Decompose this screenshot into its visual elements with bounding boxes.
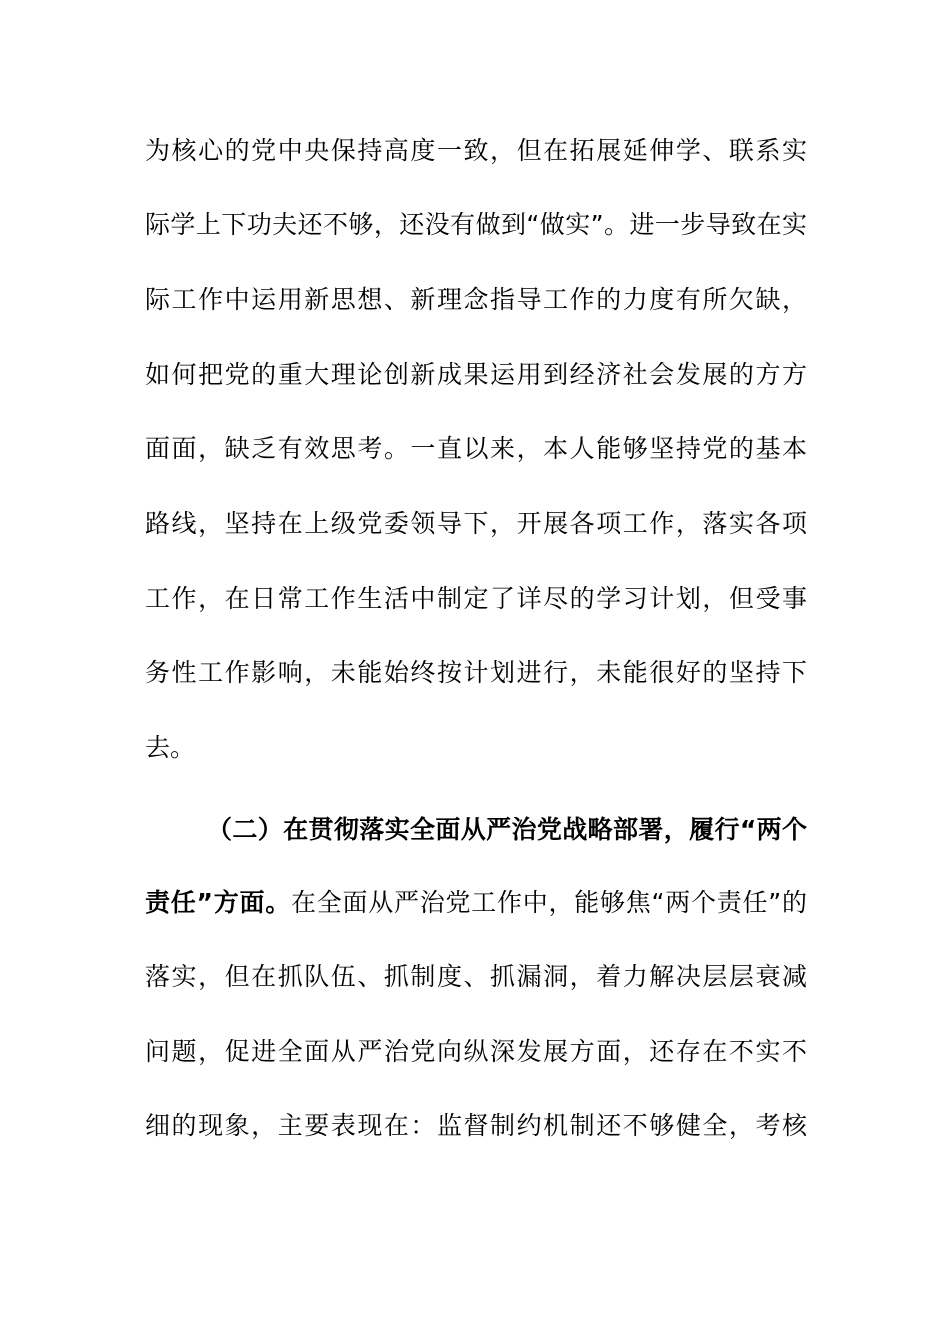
paragraph-1-line-6: 路线，坚持在上级党委领导下，开展各项工作，落实各项 <box>145 509 807 538</box>
paragraph-1-line-3: 际工作中运用新思想、新理念指导工作的力度有所欠缺， <box>145 285 807 314</box>
paragraph-2-line-5: 细的现象，主要表现在：监督制约机制还不够健全，考核 <box>145 1111 807 1140</box>
paragraph-2-line-2 <box>145 883 807 923</box>
paragraph-1-line-7: 工作，在日常工作生活中制定了详尽的学习计划，但受事 <box>145 584 807 613</box>
paragraph-2-line-4: 问题，促进全面从严治党向纵深发展方面，还存在不实不 <box>145 1037 807 1066</box>
paragraph-1-line-1: 为核心的党中央保持高度一致，但在拓展延伸学、联系实 <box>145 136 807 165</box>
section-heading-line-1: （二）在贯彻落实全面从严治党战略部署，履行“两个 <box>207 815 807 844</box>
paragraph-2-line-3: 落实，但在抓队伍、抓制度、抓漏洞，着力解决层层衰减 <box>145 962 807 991</box>
paragraph-1-line-4: 如何把党的重大理论创新成果运用到经济社会发展的方方 <box>145 360 807 389</box>
paragraph-1-line-8: 务性工作影响，未能始终按计划进行，未能很好的坚持下 <box>145 658 807 687</box>
section-heading-line-2: 责任”方面。 <box>145 888 291 917</box>
paragraph-1-line-5: 面面，缺乏有效思考。一直以来，本人能够坚持党的基本 <box>145 434 807 463</box>
paragraph-1-line-2: 际学上下功夫还不够，还没有做到“做实”。进一步导致在实 <box>145 210 807 239</box>
paragraph-1-line-9: 去。 <box>145 733 196 762</box>
paragraph-2-line-2-text: 在全面从严治党工作中，能够焦“两个责任”的 <box>290 888 807 917</box>
